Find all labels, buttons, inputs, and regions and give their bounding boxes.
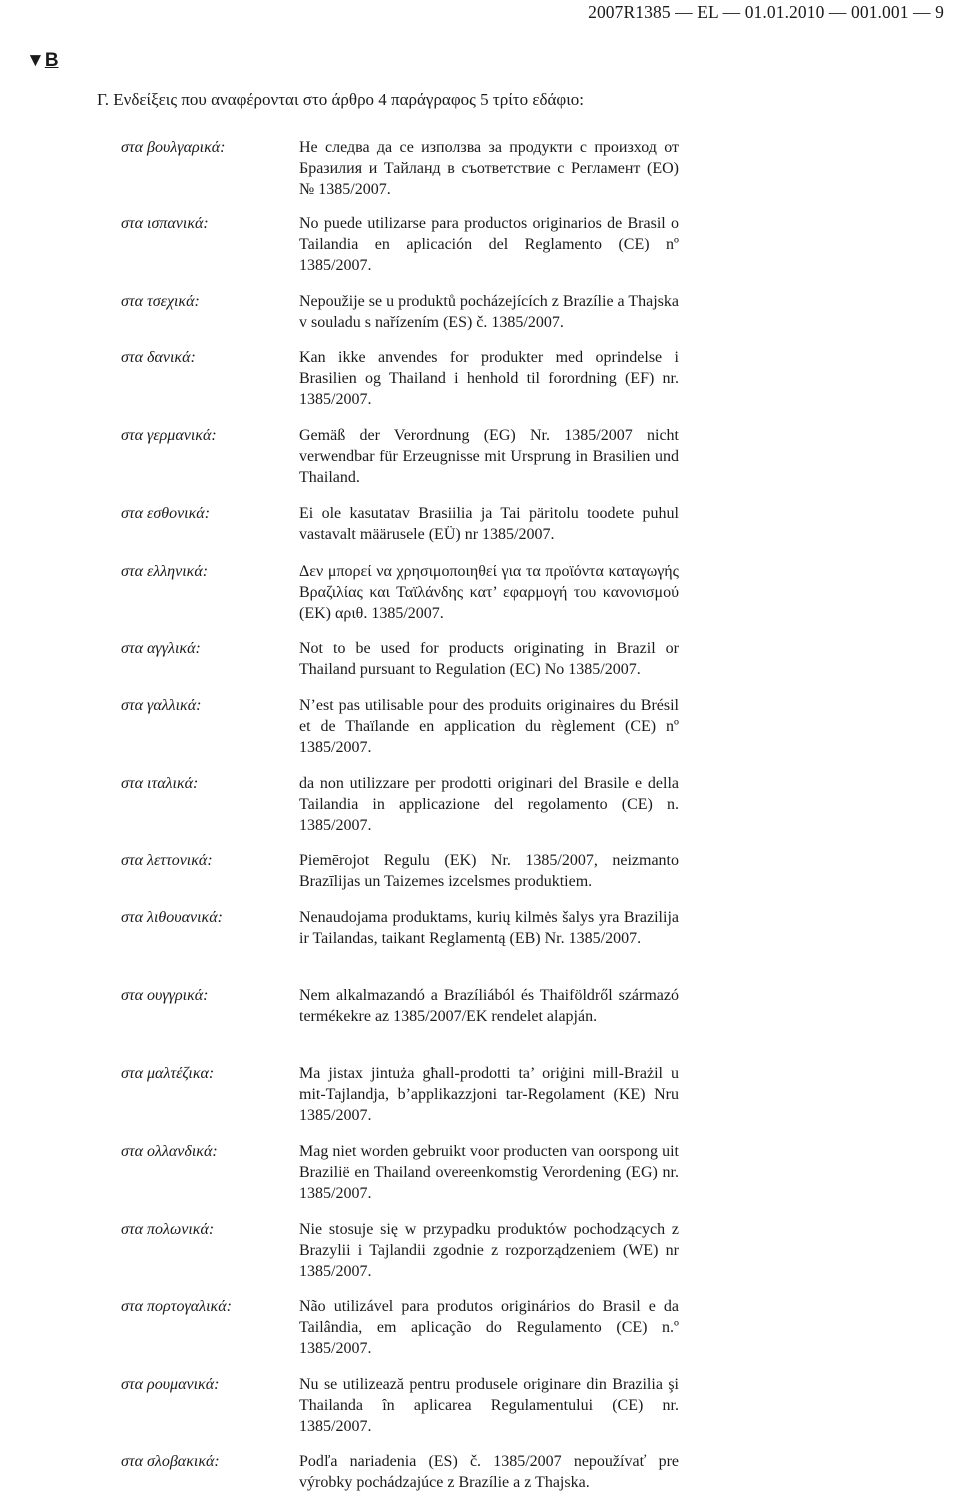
entry-text: Podľa nariadenia (ES) č. 1385/2007 nepoužívať pre výrobky pochádzajúce z Brazílie a z Thajska. (299, 1453, 679, 1491)
entry-text: Nie stosuje się w przypadku produktów pochodzących z Brazylii i Tajlandii zgodnie z rozporządzeniem (WE) nr 1385/2007. (299, 1221, 679, 1280)
language-label: στα ρουμανικά: (121, 1376, 220, 1393)
triangle-down-icon: ▼ (26, 50, 45, 71)
entry-text: Ei ole kasutatav Brasiilia ja Tai päritolu toodete puhul vastavalt määrusele (EÜ) nr 1385/2007. (299, 505, 679, 543)
language-label: στα ελληνικά: (121, 563, 209, 580)
entry-text: Not to be used for products originating in Brazil or Thailand pursuant to Regulation (EC) No 1385/2007. (299, 640, 679, 678)
language-label: στα λιθουανικά: (121, 909, 223, 926)
language-label: στα μαλτέζικα: (121, 1065, 215, 1082)
entry-text: No puede utilizarse para productos originarios de Brasil o Tailandia en aplicación del Reglamento (CE) nº 1385/2007. (299, 215, 679, 274)
language-label: στα ουγγρικά: (121, 987, 209, 1004)
entry-text: Piemērojot Regulu (EK) Nr. 1385/2007, neizmanto Brazīlijas un Taizemes izcelsmes produktiem. (299, 852, 679, 890)
entry-text: da non utilizzare per prodotti originari del Brasile e della Tailandia in applicazione del regolamento (CE) n. 1385/2007. (299, 775, 679, 834)
language-label: στα γερμανικά: (121, 427, 217, 444)
language-label: στα τσεχικά: (121, 293, 200, 310)
entry-text: Gemäß der Verordnung (EG) Nr. 1385/2007 nicht verwendbar für Erzeugnisse mit Ursprung in Brasilien und Thailand. (299, 427, 679, 486)
entry-text: N’est pas utilisable pour des produits originaires du Brésil et de Thaïlande en application du règlement (CE) nº 1385/2007. (299, 697, 679, 756)
language-label: στα σλοβακικά: (121, 1453, 220, 1470)
entry-text: Nem alkalmazandó a Brazíliából és Thaiföldről származó termékekre az 1385/2007/EK rendelet alapján. (299, 987, 679, 1025)
language-label: στα λεττονικά: (121, 852, 213, 869)
language-label: στα ιταλικά: (121, 775, 199, 792)
language-label: στα εσθονικά: (121, 505, 211, 522)
section-title: Γ. Ενδείξεις που αναφέρονται στο άρθρο 4 παράγραφος 5 τρίτο εδάφιο: (97, 90, 585, 109)
language-label: στα βουλγαρικά: (121, 139, 226, 156)
language-label: στα δανικά: (121, 349, 196, 366)
amendment-marker (26, 50, 59, 72)
language-label: στα πολωνικά: (121, 1221, 215, 1238)
document-reference-header: 2007R1385 — EL — 01.01.2010 — 001.001 — 9 (588, 2, 944, 22)
entry-text: Não utilizável para produtos originários do Brasil e da Tailândia, em aplicação do Regulamento (CE) n.º 1385/2007. (299, 1298, 679, 1357)
entry-text: Δεν μπορεί να χρησιμοποιηθεί για τα προϊόντα καταγωγής Βραζιλίας και Ταϊλάνδης κατ’ εφαρμογή του κανονισμού (ΕΚ) αριθ. 1385/2007. (299, 563, 679, 622)
language-label: στα γαλλικά: (121, 697, 202, 714)
entry-text: Nepoužije se u produktů pocházejících z Brazílie a Thajska v souladu s nařízením (ES) č. 1385/2007. (299, 293, 679, 331)
language-label: στα ολλανδικά: (121, 1143, 218, 1160)
entry-text: Nenaudojama produktams, kurių kilmės šalys yra Brazilija ir Tailandas, taikant Reglamentą (EB) Nr. 1385/2007. (299, 909, 679, 947)
entry-text: Kan ikke anvendes for produkter med oprindelse i Brasilien og Thailand i henhold til forordning (EF) nr. 1385/2007. (299, 349, 679, 408)
entry-text: Mag niet worden gebruikt voor producten van oorspong uit Brazilië en Thailand overeenkomstig Verordening (EG) nr. 1385/2007. (299, 1143, 679, 1202)
language-label: στα πορτογαλικά: (121, 1298, 232, 1315)
entry-text: Nu se utilizează pentru produsele originare din Brazilia şi Thailanda în aplicarea Regulamentului (CE) nr. 1385/2007. (299, 1376, 679, 1435)
entry-text: Ma jistax jintuża għall-prodotti ta’ oriġini mill-Brażil u mit-Tajlandja, b’applikazzjoni tar-Regolament (KE) Nru 1385/2007. (299, 1065, 679, 1124)
language-label: στα αγγλικά: (121, 640, 201, 657)
language-label: στα ισπανικά: (121, 215, 209, 232)
entry-text: Не следва да се използва за продукти с произход от Бразилия и Тайланд в съответствие с Регламент (ЕО) № 1385/2007. (299, 139, 679, 198)
amendment-code: B (44, 50, 59, 71)
